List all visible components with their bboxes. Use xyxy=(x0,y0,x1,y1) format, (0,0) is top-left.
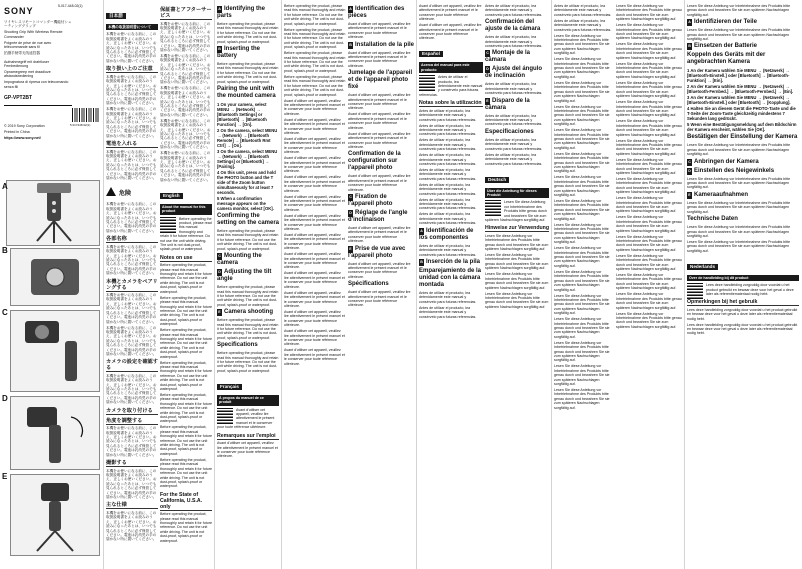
ja-manual-box: 本機の取扱説明書について xyxy=(106,24,158,30)
de-identify-letter: A xyxy=(688,20,691,25)
de-text: Lesen Sie diese Anleitung vor Inbetriebnahme des Produkts bitte genau durch und bewahren Sie sie zum späteren Nachschlagen sorgfältig auf. xyxy=(616,273,682,291)
figure-letter-a: A xyxy=(2,182,8,191)
grip-illustration xyxy=(7,181,99,245)
fr-text: Avant d'utiliser cet appareil, veuillez lire attentivement le présent manuel et le conserver pour toute référence ultérieure. xyxy=(284,252,345,270)
ja-pairing-heading: 本機とカメラをペアリングする xyxy=(106,278,158,291)
fold-line xyxy=(551,0,552,569)
figure-letter-b: B xyxy=(2,246,8,255)
es-text: Antes de utilizar el producto, lea detenidamente este manual y consérvelo para futuras referencias. xyxy=(419,243,477,257)
de-text: Lesen Sie diese Anleitung vor Inbetriebnahme des Produkts bitte genau durch und bewahren Sie sie zum späteren Nachschlagen sorgfältig auf. xyxy=(616,157,682,175)
es-shoot-heading xyxy=(485,98,549,112)
fr-tilt-heading-text: Réglage de l'angle d'inclinaison xyxy=(348,209,408,223)
de-step-1: 1 An der Kamera wählen Sie MENU → (Netzwerk) → [Bluetooth-Einstell.] oder [Bluetooth] → [Bluetooth-Funktion] → [Ein]. xyxy=(687,68,790,84)
fr-insert-letter: B xyxy=(349,42,352,47)
de-tilt-heading xyxy=(687,168,799,175)
en-mount-heading-text: Mounting the camera xyxy=(217,253,262,267)
nl-notes-heading: Opmerkingen bij het gebruik xyxy=(687,299,799,306)
de-text: Lesen Sie diese Anleitung vor Inbetriebnahme des Produkts bitte genau durch und bewahren Sie sie zum späteren Nachschlagen sorgfältig auf. xyxy=(554,57,610,79)
es-text: Antes de utilizar el producto, lea detenidamente este manual y consérvelo para futuras referencias. xyxy=(485,137,543,151)
es-text: Antes de utilizar el producto, lea detenidamente este manual y consérvelo para futuras referencias. xyxy=(554,18,612,32)
fr-mount-heading xyxy=(348,194,414,208)
es-pairing-heading: Emparejamiento de la unidad con la cámara montada xyxy=(419,267,482,288)
es-notes-heading: Notas sobre la utilización xyxy=(419,100,482,107)
es-text: Antes de utilizar el producto, lea detenidamente este manual y consérvelo para futuras referencias. xyxy=(485,113,543,127)
en-identify-letter: A xyxy=(218,7,221,11)
lang-tab-en: English xyxy=(160,193,183,199)
title-de: Aufnahmegriff mit drahtloser Fernbedienung xyxy=(4,59,50,69)
english-column xyxy=(217,0,279,569)
en-text: Before operating the product, please read this manual thoroughly and retain it for future reference. Do not use the unit while driving. The unit is not dust-proof, splash-proof or waterproof. xyxy=(160,457,212,489)
es-insert-heading xyxy=(419,259,483,266)
es-identify-letter: A xyxy=(420,228,423,233)
es-text: Antes de utilizar el producto, lea detenidamente este manual y consérvelo para futuras referencias. xyxy=(419,212,477,226)
en-confirm-heading: Confirming the setting on the camera xyxy=(217,213,279,227)
es-mount-letter: C xyxy=(486,51,489,56)
de-step-3: 3 An der Kamera wählen Sie MENU → (Netzwerk) → [Bluetooth-Einstell.] oder [Bluetooth] → [Kopplung]. xyxy=(687,95,791,106)
shooting-illustration xyxy=(11,475,99,555)
de-text: Lesen Sie diese Anleitung vor Inbetriebnahme des Produkts bitte genau durch und bewahren Sie sie zum späteren Nachschlagen sorgfältig auf. xyxy=(554,33,610,56)
ja-text: 本機をお使いになる前に、この取扱説明書をよくお読みのうえ、正しくお使いください。お読みになったあとは、いつでも見られるところに必ず保管してください。電池は乳幼児の手の届かない所に置いてください。 xyxy=(160,86,211,117)
fr-text: Avant d'utiliser cet appareil, veuillez lire attentivement le présent manuel et le conserver pour toute référence ultérieure. xyxy=(348,50,411,68)
de-step-2: 2 An der Kamera wählen Sie MENU → (Netzwerk) → [Bluetooth-Fernbed.] → [Bluetooth-Fernbed.] → [Ein]. xyxy=(687,84,794,95)
japanese-column-2 xyxy=(160,0,212,569)
en-text: Before operating the product, please read this manual thoroughly and retain it for future reference. Do not use the unit while driving. The unit is not dust-proof, splash-proof or waterproof. xyxy=(217,22,279,44)
de-text: Lesen Sie diese Anleitung vor Inbetriebnahme des Produkts bitte genau durch und bewahren Sie sie zum späteren Nachschlagen sorgfältig auf. xyxy=(554,340,610,363)
es-confirm-heading: Confirmación del ajuste de la cámara xyxy=(485,19,541,33)
de-mount-heading-text: Anbringen der Kamera xyxy=(694,158,759,165)
de-text: Lesen Sie diese Anleitung vor Inbetriebnahme des Produkts bitte genau durch und bewahren Sie sie zum späteren Nachschlagen sorgfältig auf. xyxy=(616,23,682,41)
en-shoot-letter: E xyxy=(218,310,221,315)
de-text: Lesen Sie diese Anleitung vor Inbetriebnahme des Produkts bitte genau durch und bewahren Sie sie zum späteren Nachschlagen sorgfältig auf. xyxy=(616,215,682,233)
es-identify-heading-text: Identificación de los componentes xyxy=(419,227,474,241)
en-step-2: 2 On the camera, select MENU → (Network) → [Bluetooth Remote] → [Bluetooth Rmt Ctrl] → [On]. xyxy=(217,128,278,149)
ja-warning-block xyxy=(106,182,158,200)
de-text: Lesen Sie diese Anleitung vor Inbetriebnahme des Produkts bitte genau durch und bewahren Sie sie zum späteren Nachschlagen sorgfältig auf. xyxy=(485,253,549,271)
warning-icon xyxy=(106,187,116,196)
es-tilt-heading xyxy=(485,66,549,80)
en-text: Before operating the product, please read this manual thoroughly and retain it for future reference. Do not use the unit while driving. The unit is not dust-proof, splash-proof or waterproof. xyxy=(217,318,279,340)
de-text: Lesen Sie diese Anleitung vor Inbetriebnahme des Produkts bitte genau durch und bewahren Sie sie zum späteren Nachschlagen sorgfältig auf. xyxy=(554,80,610,103)
fr-text: Avant d'utiliser cet appareil, veuillez lire attentivement le présent manuel et le conserver pour toute référence ultérieure. xyxy=(419,4,482,22)
french-column-2 xyxy=(348,0,414,569)
de-text: Lesen Sie diese Anleitung vor Inbetriebnahme des Produkts bitte genau durch und bewahren Sie sie zum späteren Nachschlagen sorgfältig auf. xyxy=(554,222,610,245)
ja-parts-heading: 各部名称 xyxy=(106,236,158,243)
de-manual-box: Über die Anleitung für dieses Produkt xyxy=(485,188,549,199)
ja-text: 本機をお使いになる前に、この取扱説明書をよくお読みのうえ、正しくお使いください。お読みになったあとは、いつでも見られるところに必ず保管してください。電池は乳幼児の手の届かない所に置いてください。 xyxy=(160,118,211,150)
de-text: Lesen Sie diese Anleitung vor Inbetriebnahme des Produkts bitte genau durch und bewahren Sie sie zum späteren Nachschlagen sorgfältig auf. xyxy=(616,196,682,214)
es-text: Antes de utilizar el producto, lea detenidamente este manual y consérvelo para futuras referencias. xyxy=(419,108,477,122)
figure-letter-e: E xyxy=(2,472,8,481)
en-text: Before operating the product, please read this manual thoroughly and retain it for future reference. Do not use the unit while driving. The unit is not dust-proof, splash-proof or waterproof. xyxy=(284,74,346,97)
ja-text: 本機をお使いになる前に、この取扱説明書をよくお読みのうえ、正しくお使いください。お読みになったあとは、いつでも見られるところに必ず保管してください。電池は乳幼児の手の届かない所に置いてください。 xyxy=(106,107,157,138)
de-text: Lesen Sie diese Anleitung vor Inbetriebnahme des Produkts bitte genau durch und bewahren Sie sie zum späteren Nachschlagen sorgfältig auf. xyxy=(554,104,610,127)
de-insert-heading-text: Einsetzen der Batterie xyxy=(694,43,758,50)
figure-d xyxy=(10,396,100,470)
es-mount-heading xyxy=(485,50,549,64)
de-text: Lesen Sie diese Anleitung vor Inbetriebnahme des Produkts bitte genau durch und bewahren Sie sie zum späteren Nachschlagen sorgfältig auf. xyxy=(554,128,610,150)
de-text: Lesen Sie diese Anleitung vor Inbetriebnahme des Produkts bitte genau durch und bewahren Sie sie zum späteren Nachschlagen sorgfältig auf. xyxy=(616,119,682,137)
de-text: Lesen Sie diese Anleitung vor Inbetriebnahme des Produkts bitte genau durch und bewahren Sie sie zum späteren Nachschlagen sorgfältig auf. xyxy=(554,246,610,268)
de-shoot-letter: E xyxy=(688,192,691,197)
de-text: Lesen Sie diese Anleitung vor Inbetriebnahme des Produkts bitte genau durch und bewahren Sie sie zum späteren Nachschlagen sorgfältig auf. xyxy=(554,269,610,292)
figure-b xyxy=(10,248,100,306)
lang-tab-fr: Français xyxy=(217,384,242,390)
fr-notes-heading: Remarques sur l'emploi xyxy=(217,433,279,440)
en-manual-box: About the manual for this product xyxy=(160,204,212,215)
fr-text: Avant d'utiliser cet appareil, veuillez lire attentivement le présent manuel et le conserver pour toute référence ultérieure. xyxy=(284,290,345,308)
de-text: Lesen Sie diese Anleitung vor Inbetriebnahme des Produkts bitte genau durch und bewahren Sie sie zum späteren Nachschlagen sorgfältig auf. xyxy=(554,364,610,386)
ja-angle-heading: 角度を調整する xyxy=(106,418,158,425)
fr-specs-heading: Spécifications xyxy=(348,281,389,288)
fr-identify-heading-text: Identification des pièces xyxy=(348,6,405,19)
french-column-1 xyxy=(284,0,346,569)
part-number: 5-017-448-02(1) xyxy=(58,4,83,8)
fr-identify-letter: A xyxy=(349,7,352,11)
de-step-5: 5 Wenn eine Bestätigungsmeldung auf dem Bildschirm der Kamera erscheint, wählen Sie [OK]. xyxy=(687,122,797,133)
de-text: Lesen Sie diese Anleitung vor Inbetriebnahme des Produkts bitte genau durch und bewahren Sie sie zum späteren Nachschlagen sorgfältig auf. xyxy=(554,388,610,410)
title-en: Shooting Grip With Wireless Remote Commander xyxy=(4,30,63,39)
en-text: Before operating the product, please read this manual thoroughly and retain it for future reference. Do not use the unit while driving. The unit is not dust-proof, splash-proof or waterproof. xyxy=(160,216,212,252)
de-text: Lesen Sie diese Anleitung vor Inbetriebnahme des Produkts bitte genau durch und bewahren Sie sie zum späteren Nachschlagen sorgfältig auf. xyxy=(554,293,610,316)
de-specs-heading: Technische Daten xyxy=(687,216,738,223)
de-text: Lesen Sie diese Anleitung vor Inbetriebnahme des Produkts bitte genau durch und bewahren Sie sie zum späteren Nachschlagen sorgfältig auf. xyxy=(485,291,549,309)
en-text: Before operating the product, please read this manual thoroughly and retain it for future reference. Do not use the unit while driving. The unit is not dust-proof, splash-proof or waterproof. xyxy=(217,62,279,84)
en-step-4: 4 On this unit, press and hold the PHOTO button and the T side of the Zoom button simultaneously for at least 7 seconds. xyxy=(217,170,276,196)
qr-code-icon xyxy=(485,200,501,216)
en-identify-heading-text: Identifying the parts xyxy=(217,6,265,19)
de-text: Lesen Sie diese Anleitung vor Inbetriebnahme des Produkts bitte genau durch und bewahren Sie sie zum späteren Nachschlagen sorgfältig auf. xyxy=(687,4,791,17)
lang-tab-de: Deutsch xyxy=(485,177,509,183)
de-pairing-heading: Koppeln des Geräts mit der angebrachten Kamera xyxy=(687,52,766,66)
fold-line xyxy=(214,0,215,569)
nl-text: Lees deze handleiding zorgvuldig door voordat u het product gebruikt en bewaar deze voor het geval u deze later als referentiemateriaal nodig hebt. xyxy=(706,283,794,296)
fr-insert-heading xyxy=(348,42,414,49)
es-identify-heading xyxy=(419,228,483,242)
es-text: Antes de utilizar el producto, lea detenidamente este manual y consérvelo para futuras referencias. xyxy=(419,168,477,181)
fold-line xyxy=(684,0,685,569)
ja-text: 本機をお使いになる前に、この取扱説明書をよくお読みのうえ、正しくお使いください。お読みになったあとは、いつでも見られるところに必ず保管してください。電池は乳幼児の手の届かない所に置いてください。 xyxy=(106,293,157,324)
es-text: Antes de utilizar el producto, lea detenidamente este manual y consérvelo para futuras referencias. xyxy=(485,4,543,17)
es-shoot-letter: E xyxy=(486,98,489,103)
ja-text: 本機をお使いになる前に、この取扱説明書をよくお読みのうえ、正しくお使いください。お読みになったあとは、いつでも見られるところに必ず保管してください。電池は乳幼児の手の届かない所に置いてください。 xyxy=(106,325,157,356)
fr-text: Avant d'utiliser cet appareil, veuillez lire attentivement le présent manuel et le conserver pour toute référence ultérieure. xyxy=(284,309,345,328)
en-text: Before operating the product, please read this manual thoroughly and retain it for future reference. Do not use the unit while driving. The unit is not dust-proof, splash-proof or waterproof. xyxy=(160,295,212,327)
de-insert-heading xyxy=(687,43,799,50)
de-text: Lesen Sie diese Anleitung vor Inbetriebnahme des Produkts bitte genau durch und bewahren Sie sie zum späteren Nachschlagen sorgfältig auf. xyxy=(616,253,682,272)
fr-text: Avant d'utiliser cet appareil, veuillez lire attentivement le présent manuel et le conserver pour toute référence ultérieure. xyxy=(348,174,411,192)
en-tilt-letter: D xyxy=(218,270,221,275)
de-text: Lesen Sie diese Anleitung vor Inbetriebnahme des Produkts bitte genau durch und bewahren Sie sie zum späteren Nachschlagen sorgfältig auf. xyxy=(554,317,610,339)
ja-text: 本機をお使いになる前に、この取扱説明書をよくお読みのうえ、正しくお使いください。お読みになったあとは、いつでも見られるところに必ず保管してください。電池は乳幼児の手の届かない所に置いてください。 xyxy=(106,373,157,405)
de-text: Lesen Sie diese Anleitung vor Inbetriebnahme des Produkts bitte genau durch und bewahren Sie sie zum späteren Nachschlagen sorgfältig auf. xyxy=(687,239,791,253)
fold-line xyxy=(103,0,104,569)
es-text: Antes de utilizar el producto, lea detenidamente este manual y consérvelo para futuras referencias. xyxy=(485,35,543,49)
fr-text: Avant d'utiliser cet appareil, veuillez lire attentivement le présent manuel et le conserver pour toute référence ultérieure. xyxy=(284,233,345,251)
en-text: Before operating the product, please read this manual thoroughly and retain it for future reference. Do not use the unit while driving. The unit is not dust-proof, splash-proof or waterproof. xyxy=(160,512,212,543)
en-insert-letter: B xyxy=(218,47,221,52)
german-column-2 xyxy=(616,0,682,569)
en-text: Before operating the product, please read this manual thoroughly and retain it for future reference. Do not use the unit while driving. The unit is not dust-proof, splash-proof or waterproof. xyxy=(160,425,212,456)
german-column-3 xyxy=(687,0,799,569)
de-text: Lesen Sie diese Anleitung vor Inbetriebnahme des Produkts bitte genau durch und bewahren Sie sie zum späteren Nachschlagen sorgfältig auf. xyxy=(687,225,791,238)
fr-text: Avant d'utiliser cet appareil, veuillez lire attentivement le présent manuel et le conserver pour toute référence ultérieure. xyxy=(348,22,411,40)
ja-specs-heading: 主な仕様 xyxy=(106,502,158,509)
nl-text: Lees deze handleiding zorgvuldig door voordat u het product gebruikt en bewaar deze voor het geval u deze later als referentiemateriaal nodig hebt. xyxy=(687,322,798,336)
de-text: Lesen Sie diese Anleitung vor Inbetriebnahme des Produkts bitte genau durch und bewahren Sie sie zum späteren Nachschlagen sorgfältig auf. xyxy=(554,199,610,221)
tilt-illustration xyxy=(11,397,99,469)
fr-text: Avant d'utiliser cet appareil, veuillez lire attentivement le présent manuel et le conserver pour toute référence ultérieure. xyxy=(348,261,411,279)
figure-letter-d: D xyxy=(2,394,8,403)
de-text: Lesen Sie diese Anleitung vor Inbetriebnahme des Produkts bitte genau durch und bewahren Sie sie zum späteren Nachschlagen sorgfältig auf. xyxy=(616,100,682,118)
de-text: Lesen Sie diese Anleitung vor Inbetriebnahme des Produkts bitte genau durch und bewahren Sie sie zum späteren Nachschlagen sorgfältig auf. xyxy=(554,175,610,197)
figures-column xyxy=(2,180,102,569)
en-shoot-heading-text: Camera shooting xyxy=(224,309,274,316)
de-text: Lesen Sie diese Anleitung vor Inbetriebnahme des Produkts bitte genau durch und bewahren Sie sie zum späteren Nachschlagen sorgfältig auf. xyxy=(485,233,549,252)
figure-a xyxy=(6,180,100,246)
fr-text: Avant d'utiliser cet appareil, veuillez lire attentivement le présent manuel et le conserver pour toute référence ultérieure. xyxy=(284,175,345,193)
es-text: Antes de utilizar el producto, lea detenidamente este manual y consérvelo para futuras referencias. xyxy=(485,152,543,166)
fold-line xyxy=(281,0,282,569)
fr-shoot-letter: E xyxy=(349,246,352,251)
es-text: Antes de utilizar el producto, lea detenidamente este manual y consérvelo para futuras referencias. xyxy=(554,4,612,17)
de-text: Lesen Sie diese Anleitung vor Inbetriebnahme des Produkts bitte genau durch und bewahren Sie sie zum späteren Nachschlagen sorgfältig auf. xyxy=(687,176,791,190)
fr-text: Avant d'utiliser cet appareil, veuillez lire attentivement le présent manuel et le conserver pour toute référence ultérieure. xyxy=(217,407,275,430)
fr-text: Avant d'utiliser cet appareil, veuillez lire attentivement le présent manuel et le conserver pour toute référence ultérieure. xyxy=(348,112,411,130)
german-column-1 xyxy=(554,0,614,569)
de-text: Lesen Sie diese Anleitung vor Inbetriebnahme des Produkts bitte genau durch und bewahren Sie sie zum späteren Nachschlagen sorgfältig auf. xyxy=(616,292,682,310)
en-insert-heading-text: Inserting the battery xyxy=(217,46,261,60)
de-shoot-heading-text: Kameraaufnahmen xyxy=(694,191,749,198)
es-text: Antes de utilizar el producto, lea detenidamente este manual y consérvelo para futuras referencias. xyxy=(485,82,543,96)
fr-text: Avant d'utiliser cet appareil, veuillez lire attentivement le présent manuel et le conserver pour toute référence ultérieure. xyxy=(284,213,345,232)
nl-text: Lees deze handleiding zorgvuldig door voordat u het product gebruikt en bewaar deze voor het geval u deze later als referentiemateriaal nodig hebt. xyxy=(687,307,798,321)
fr-text: Avant d'utiliser cet appareil, veuillez lire attentivement le présent manuel et le conserver pour toute référence ultérieure. xyxy=(284,98,345,116)
de-text: Lesen Sie diese Anleitung vor Inbetriebnahme des Produkts bitte genau durch und bewahren Sie sie zum späteren Nachschlagen sorgfältig auf. xyxy=(616,176,682,195)
fr-text: Avant d'utiliser cet appareil, veuillez lire attentivement le présent manuel et le conserver pour toute référence ultérieure. xyxy=(348,131,411,149)
de-text: Lesen Sie diese Anleitung vor Inbetriebnahme des Produkts bitte genau durch und bewahren Sie sie zum späteren Nachschlagen sorgfältig auf. xyxy=(554,151,610,174)
fr-shoot-heading xyxy=(348,246,414,260)
fr-tilt-heading xyxy=(348,210,414,224)
en-step-3: 3 On the camera, select MENU → (Network) → [Bluetooth Settings] or [Bluetooth] → [Pairing]. xyxy=(217,149,278,170)
fold-line xyxy=(416,0,417,569)
fr-text: Avant d'utiliser cet appareil, veuillez lire attentivement le présent manuel et le conserver pour toute référence ultérieure. xyxy=(284,271,345,289)
en-text: Before operating the product, please read this manual thoroughly and retain it for future reference. Do not use the unit while driving. The unit is not dust-proof, splash-proof or waterproof. xyxy=(217,229,279,251)
spanish-column-2 xyxy=(485,0,549,569)
es-text: Antes de utilizar el producto, lea detenidamente este manual y consérvelo para futuras referencias. xyxy=(419,197,477,211)
camera-mount-illustration xyxy=(11,311,99,391)
ja-text: 本機をお使いになる前に、この取扱説明書をよくお読みのうえ、正しくお使いください。お読みになったあとは、いつでも見られるところに必ず保管してください。電池は乳幼児の手の届かない所に置いてください。 xyxy=(160,53,211,85)
es-text: Antes de utilizar el producto, lea detenidamente este manual y consérvelo para futuras referencias. xyxy=(419,153,477,167)
es-shoot-heading-text: Disparo de la cámara xyxy=(485,97,530,111)
copyright: © 2019 Sony Corporation xyxy=(4,124,45,129)
en-pairing-heading: Pairing the unit with the mounted camera xyxy=(217,86,276,100)
ja-text: 本機をお使いになる前に、この取扱説明書をよくお読みのうえ、正しくお使いください。お読みになったあとは、いつでも見られるところに必ず保管してください。電池は乳幼児の手の届かない所に置いてください。 xyxy=(106,468,157,499)
ja-text: 本機をお使いになる前に、この取扱説明書をよくお読みのうえ、正しくお使いください。お読みになったあとは、いつでも見られるところに必ず保管してください。電池は乳幼児の手の届かない所に置いてください。 xyxy=(106,510,157,542)
battery-illustration xyxy=(11,249,99,305)
de-text: Lesen Sie diese Anleitung vor Inbetriebnahme des Produkts bitte genau durch und bewahren Sie sie zum späteren Nachschlagen sorgfältig auf. xyxy=(616,61,682,79)
de-step-4: 4 Halten Sie an diesem Gerät die PHOTO-Taste und die T-Seite der Zoom-Taste gleichzeitig mindestens 7 Sekunden lang gedrückt. xyxy=(687,106,796,122)
en-text: Before operating the product, please read this manual thoroughly and retain it for future reference. Do not use the unit while driving. The unit is not dust-proof, splash-proof or waterproof. xyxy=(160,393,212,424)
barcode-text: 5 017448 02(1) xyxy=(70,123,91,127)
en-text: Before operating the product, please read this manual thoroughly and retain it for future reference. Do not use the unit while driving. The unit is not dust-proof, splash-proof or waterproof. xyxy=(160,328,212,359)
ja-shoot-heading: 撮影する xyxy=(106,460,158,467)
ja-text: 本機をお使いになる前に、この取扱説明書をよくお読みのうえ、正しくお使いください。お読みになったあとは、いつでも見られるところに必ず保管してください。電池は乳幼児の手の届かない所に置いてください。 xyxy=(106,202,157,233)
barcode xyxy=(72,108,100,122)
nl-manual-box: Over de handleiding bij dit product xyxy=(687,275,799,281)
en-text: Before operating the product, please read this manual thoroughly and retain it for future reference. Do not use the unit while driving. The unit is not dust-proof, splash-proof or waterproof. xyxy=(217,351,279,373)
ja-text: 本機をお使いになる前に、この取扱説明書をよくお読みのうえ、正しくお使いください。お読みになったあとは、いつでも見られるところに必ず保管してください。電池は乳幼児の手の届かない所に置いてください。 xyxy=(106,426,157,457)
en-specs-heading: Specifications xyxy=(217,342,258,349)
en-text: Before operating the product, please read this manual thoroughly and retain it for future reference. Do not use the unit while driving. The unit is not dust-proof, splash-proof or waterproof. xyxy=(160,360,212,391)
fr-text: Avant d'utiliser cet appareil, veuillez lire attentivement le présent manuel et le conserver pour toute référence ultérieure. xyxy=(284,136,345,155)
de-mount-letter: C xyxy=(688,159,691,164)
de-text: Lesen Sie diese Anleitung vor Inbetriebnahme des Produkts bitte genau durch und bewahren Sie sie zum späteren Nachschlagen sorgfältig auf. xyxy=(687,143,791,157)
fr-insert-heading-text: Installation de la pile xyxy=(355,41,414,48)
de-shoot-heading xyxy=(687,192,799,199)
de-text: Lesen Sie diese Anleitung vor Inbetriebnahme des Produkts bitte genau durch und bewahren Sie sie zum späteren Nachschlagen sorgfältig auf. xyxy=(687,200,791,214)
figure-c xyxy=(10,310,100,392)
en-step-1: 1 On your camera, select MENU → (Network) → [Bluetooth Settings] or [Bluetooth] → [Bluetooth Function] → [On]. xyxy=(217,102,267,128)
lang-tab-es: Español xyxy=(419,51,443,57)
ja-text: 本機をお使いになる前に、この取扱説明書をよくお読みのうえ、正しくお使いください。お読みになったあとは、いつでも見られるところに必ず保管してください。電池は乳幼児の手の届かない所に置いてください。 xyxy=(160,21,211,52)
ja-text: 本機をお使いになる前に、この取扱説明書をよくお読みのうえ、正しくお使いください。お読みになったあとは、いつでも見られるところに必ず保管してください。電池は乳幼児の手の届かない所に置いてください。 xyxy=(106,244,157,276)
en-shoot-heading xyxy=(217,309,279,316)
ja-warning-label: 危険 xyxy=(119,191,132,198)
ja-text: 本機をお使いになる前に、この取扱説明書をよくお読みのうえ、正しくお使いください。お読みになったあとは、いつでも見られるところに必ず保管してください。電池は乳幼児の手の届かない所に置いてください。 xyxy=(106,74,157,106)
fr-text: Avant d'utiliser cet appareil, veuillez lire attentivement le présent manuel et le conserver pour toute référence ultérieure. xyxy=(348,290,411,308)
fr-text: Avant d'utiliser cet appareil, veuillez lire attentivement le présent manuel et le conserver pour toute référence ultérieure. xyxy=(284,329,345,347)
en-insert-heading xyxy=(217,46,279,60)
fr-text: Avant d'utiliser cet appareil, veuillez lire attentivement le présent manuel et le conserver pour toute référence ultérieure. xyxy=(348,225,411,244)
de-text: Lesen Sie diese Anleitung vor Inbetriebnahme des Produkts bitte genau durch und bewahren Sie sie zum späteren Nachschlagen sorgfältig auf. xyxy=(616,311,682,329)
lang-tab-ja: 日本語 xyxy=(106,13,126,19)
en-california-heading: For the State of California, U.S.A. only xyxy=(160,492,212,511)
title-fr: Poignée de prise de vue avec télécommande sans fil xyxy=(4,40,52,50)
japanese-column-1 xyxy=(106,0,158,569)
printed-in: Printed in China xyxy=(4,130,30,135)
en-text: Before operating the product, please read this manual thoroughly and retain it for future reference. Do not use the unit while driving. The unit is not dust-proof, splash-proof or waterproof. xyxy=(217,285,279,307)
en-mount-letter: C xyxy=(218,254,221,259)
title-it: Impugnatura di ripresa con telecomando senza fili xyxy=(4,80,69,89)
ja-support-heading: 保証書とアフターサービス xyxy=(160,7,212,19)
es-specs-heading: Especificaciones xyxy=(485,128,534,135)
de-text: Lesen Sie diese Anleitung vor Inbetriebnahme des Produkts bitte genau durch und bewahren Sie sie zum späteren Nachschlagen sorgfältig auf. xyxy=(616,42,682,60)
en-text: Before operating the product, please read this manual thoroughly and retain it for future reference. Do not use the unit while driving. The unit is not dust-proof, splash-proof or waterproof. xyxy=(284,27,346,50)
de-text: Lesen Sie diese Anleitung vor Inbetriebnahme des Produkts bitte genau durch und bewahren Sie sie zum späteren Nachschlagen sorgfältig auf. xyxy=(485,272,549,290)
es-text: Antes de utilizar el producto, lea detenidamente este manual y consérvelo para futuras referencias. xyxy=(419,182,477,196)
es-insert-heading-text: Inserción de la pila xyxy=(426,258,481,265)
de-mount-heading xyxy=(687,159,799,166)
de-tilt-letter: D xyxy=(688,168,691,173)
divider xyxy=(4,105,72,106)
fr-identify-heading xyxy=(348,6,414,20)
de-tilt-heading-text: Einstellen des Neigewinkels xyxy=(694,167,775,174)
title-zh: 拍摄手柄带无线遥控器 xyxy=(4,51,40,56)
de-text: Lesen Sie diese Anleitung vor Inbetriebnahme des Produkts bitte genau durch und bewahren Sie sie zum späteren Nachschlagen sorgfältig auf. xyxy=(687,28,791,42)
figure-letter-c: C xyxy=(2,308,8,317)
es-tilt-heading-text: Ajuste del ángulo de inclinación xyxy=(485,66,543,80)
es-text: Antes de utilizar el producto, lea detenidamente este manual y consérvelo para futuras referencias. xyxy=(419,290,477,304)
fr-confirm-heading: Confirmation de la configuration sur l'appareil photo xyxy=(348,151,401,172)
model-number: GP-VPT2BT xyxy=(4,95,33,102)
de-text: Lesen Sie diese Anleitung vor Inbetriebnahme des Produkts bitte genau durch und bewahren Sie sie zum späteren Nachschlagen sorgfältig auf. xyxy=(616,138,682,156)
fr-mount-letter: C xyxy=(349,194,352,199)
en-text: Before operating the product, please read this manual thoroughly and retain it for future reference. Do not use the unit while driving. The unit is not dust-proof, splash-proof or waterproof. xyxy=(284,51,346,73)
es-tilt-letter: D xyxy=(486,67,489,72)
qr-code-icon xyxy=(419,75,435,91)
fr-text: Avant d'utiliser cet appareil, veuillez lire attentivement le présent manuel et le conserver pour toute référence ultérieure. xyxy=(284,194,345,212)
es-text: Antes de utilizar el producto, lea detenidamente este manual y consérvelo para futuras referencias. xyxy=(419,75,483,97)
fr-mount-heading-text: Fixation de l'appareil photo xyxy=(348,193,393,207)
es-manual-box: Acerca del manual para este producto xyxy=(419,62,483,73)
fr-text: Avant d'utiliser cet appareil, veuillez lire attentivement le présent manuel et le conserver pour toute référence ultérieure. xyxy=(217,441,278,459)
en-tilt-heading-text: Adjusting the tilt angle xyxy=(217,269,272,283)
figure-e xyxy=(10,474,100,556)
fr-shoot-heading-text: Prise de vue avec l'appareil photo xyxy=(348,245,406,259)
es-text: Antes de utilizar el producto, lea detenidamente este manual y consérvelo para futuras referencias. xyxy=(419,123,477,137)
es-text: Antes de utilizar el producto, lea detenidamente este manual y consérvelo para futuras referencias. xyxy=(419,305,477,319)
de-confirm-heading: Bestätigen der Einstellung der Kamera xyxy=(687,134,798,141)
de-text: Lesen Sie diese Anleitung vor Inbetriebnahme des Produkts bitte genau durch und bewahren Sie sie zum späteren Nachschlagen sorgfältig auf. xyxy=(616,4,682,22)
brand-logo: SONY xyxy=(4,6,34,16)
de-identify-heading-text: Identifizieren der Teile xyxy=(694,19,757,26)
spanish-column-1 xyxy=(419,0,483,569)
website: https://www.sony.net/ xyxy=(4,136,41,141)
ja-cautions-heading: 取り扱い上のご注意 xyxy=(106,66,158,73)
es-text: Antes de utilizar el producto, lea detenidamente este manual y consérvelo para futuras referencias. xyxy=(419,138,477,152)
es-mount-heading-text: Montaje de la cámara xyxy=(485,50,531,64)
ja-text: 本機をお使いになる前に、この取扱説明書をよくお読みのうえ、正しくお使いください。お読みになったあとは、いつでも見られるところに必ず保管してください。電池は乳幼児の手の届かない所に置いてください。 xyxy=(106,149,157,180)
de-notes-heading: Hinweise zur Verwendung xyxy=(485,225,549,232)
qr-code-icon xyxy=(687,283,703,299)
title-nl: Opnamegreep met draadloze afstandsbediening xyxy=(4,70,51,79)
fr-text: Avant d'utiliser cet appareil, veuillez lire attentivement le présent manuel et le conserver pour toute référence ultérieure. xyxy=(284,348,345,366)
fr-text: Avant d'utiliser cet appareil, veuillez lire attentivement le présent manuel et le conserver pour toute référence ultérieure. xyxy=(284,156,345,174)
fr-pairing-heading: Jumelage de l'appareil et de l'appareil photo fixé xyxy=(348,70,413,91)
es-insert-letter: B xyxy=(420,259,423,264)
de-text: Lesen Sie diese Anleitung vor Inbetriebnahme des Produkts bitte genau durch und bewahren Sie sie zum späteren Nachschlagen sorgfältig auf. xyxy=(616,234,682,252)
en-step-5: 5 When a confirmation message appears on the camera monitor, select [OK]. xyxy=(217,196,274,212)
ja-text: 本機をお使いになる前に、この取扱説明書をよくお読みのうえ、正しくお使いください。お読みになったあとは、いつでも見られるところに必ず保管してください。電池は乳幼児の手の届かない所に置いてください。 xyxy=(160,151,211,182)
qr-code-icon xyxy=(217,408,233,424)
lang-tab-nl: Nederlands xyxy=(687,264,718,270)
fr-tilt-letter: D xyxy=(349,210,352,215)
ja-body: 本機をお使いになる前に、この取扱説明書をよくお読みのうえ、正しくお使いください。お読みになったあとは、いつでも見られるところに必ず保管してください。電池は乳幼児の手の届かない所に置いてください。 xyxy=(106,32,157,63)
fr-text: Avant d'utiliser cet appareil, veuillez lire attentivement le présent manuel et le conserver pour toute référence ultérieure. xyxy=(348,93,411,111)
ja-attach-heading: カメラを取り付ける xyxy=(106,408,158,415)
en-notes-heading: Notes on use xyxy=(160,255,212,262)
de-identify-heading xyxy=(687,19,799,26)
en-text: Before operating the product, please read this manual thoroughly and retain it for future reference. Do not use the unit while driving. The unit is not dust-proof, splash-proof or waterproof. xyxy=(284,4,346,26)
ja-confirm-heading: カメラの設定を確認する xyxy=(106,359,158,372)
de-text: Lesen Sie diese Anleitung vor Inbetriebnahme des Produkts bitte genau durch und bewahren Sie sie zum späteren Nachschlagen sorgfältig auf. xyxy=(485,200,547,222)
fr-text: Avant d'utiliser cet appareil, veuillez lire attentivement le présent manuel et le conserver pour toute référence ultérieure. xyxy=(419,23,482,41)
en-mount-heading xyxy=(217,253,279,267)
en-text: Before operating the product, please read this manual thoroughly and retain it for future reference. Do not use the unit while driving. The unit is not dust-proof, splash-proof or waterproof. xyxy=(160,263,212,294)
de-text: Lesen Sie diese Anleitung vor Inbetriebnahme des Produkts bitte genau durch und bewahren Sie sie zum späteren Nachschlagen sorgfältig auf. xyxy=(616,80,682,99)
fr-manual-box: À propos du manuel de ce produit xyxy=(217,395,279,406)
de-insert-letter: B xyxy=(688,44,691,49)
fr-text: Avant d'utiliser cet appareil, veuillez lire attentivement le présent manuel et le conserver pour toute référence ultérieure. xyxy=(284,117,345,135)
ja-battery-heading: 電池を入れる xyxy=(106,141,158,148)
qr-code-icon xyxy=(160,217,176,233)
en-tilt-heading xyxy=(217,269,279,283)
en-identify-heading xyxy=(217,6,279,20)
title-ja: ワイヤレスリモートコマンダー機能付シューティンググリップ xyxy=(4,20,72,29)
